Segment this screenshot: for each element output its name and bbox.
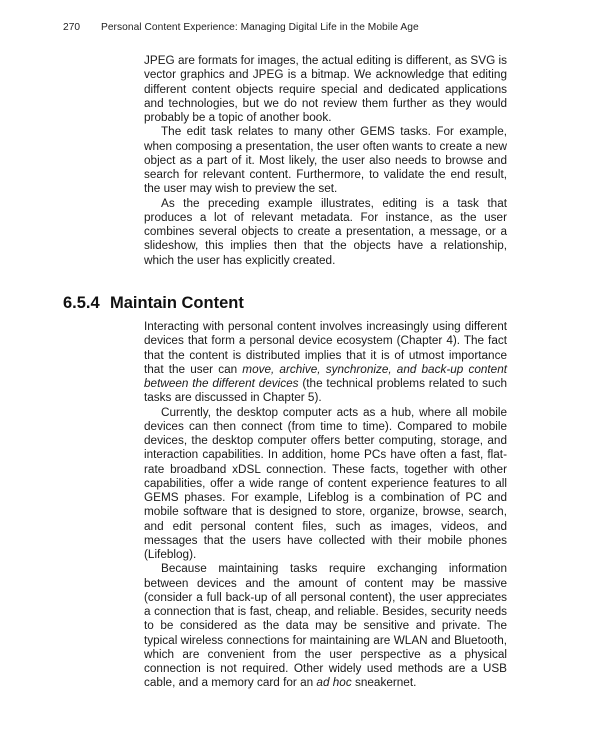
paragraph: As the preceding example illustrates, editing is a task that produces a lot of relevant metadata. For instance, as the user combines several objects to create a presentation, a message, or a slideshow, this implies then that the objects have a relationship, which the user has explicitly created. bbox=[144, 196, 507, 267]
section-title: Maintain Content bbox=[110, 294, 244, 312]
body-text-continued bbox=[144, 54, 507, 268]
text-run: (the technical problems related to such tasks are discussed in Chapter 5). bbox=[144, 377, 507, 405]
text-run: Because maintaining tasks require exchanging information between devices and the amount of content may be massive (consider a full back-up of all personal content), the user appreciates a connection that is fast, cheap, and reliable. Besides, security needs to be considered as the data may be sensitive and private. The typical wireless connections for maintaining are WLAN and Bluetooth, which are convenient from the user perspective as a physical connection is not required. Other widely used methods are a USB cable, and a memory card for an bbox=[144, 562, 507, 690]
section-body bbox=[144, 320, 507, 691]
paragraph: JPEG are formats for images, the actual editing is different, as SVG is vector graphics and JPEG is a bitmap. We acknowledge that editing different content objects require special and dedicated applications and technologies, but we do not review them further as they would probably be a topic of another book. bbox=[144, 54, 507, 124]
paragraph bbox=[144, 320, 507, 406]
page-number: 270 bbox=[63, 22, 81, 33]
section-heading bbox=[63, 294, 244, 313]
paragraph bbox=[144, 562, 507, 690]
emphasis: ad hoc bbox=[316, 676, 352, 690]
running-head bbox=[63, 22, 563, 33]
section-number: 6.5.4 bbox=[63, 294, 100, 312]
running-title: Personal Content Experience: Managing Digital Life in the Mobile Age bbox=[101, 22, 419, 33]
emphasis: move, archive, synchronize, and back-up content between the different devices bbox=[144, 362, 508, 390]
text-run: Interacting with personal content involves increasingly using different devices that form a personal device ecosystem (Chapter 4). The fact that the content is distributed implies that it is of utmost importance that the user can bbox=[144, 320, 507, 376]
paragraph: The edit task relates to many other GEMS tasks. For example, when composing a presentation, the user often wants to create a new object as a part of it. Most likely, the user also needs to browse and search for relevant content. Furthermore, to validate the end result, the user may wish to preview the set. bbox=[144, 125, 507, 196]
text-run: sneakernet. bbox=[351, 676, 417, 690]
paragraph: Currently, the desktop computer acts as a hub, where all mobile devices can then connect (from time to time). Compared to mobile devices, the desktop computer offers better computing, storage, and interaction capabilities. In addition, home PCs have often a fast, flat-rate broadband xDSL connection. These facts, together with other capabilities, offer a wide range of content experience features to all GEMS phases. For example, Lifeblog is a combination of PC and mobile software that is designed to store, organize, browse, search, and edit personal content files, such as images, videos, and messages that the users have collected with their mobile phones (Lifeblog). bbox=[144, 405, 507, 561]
